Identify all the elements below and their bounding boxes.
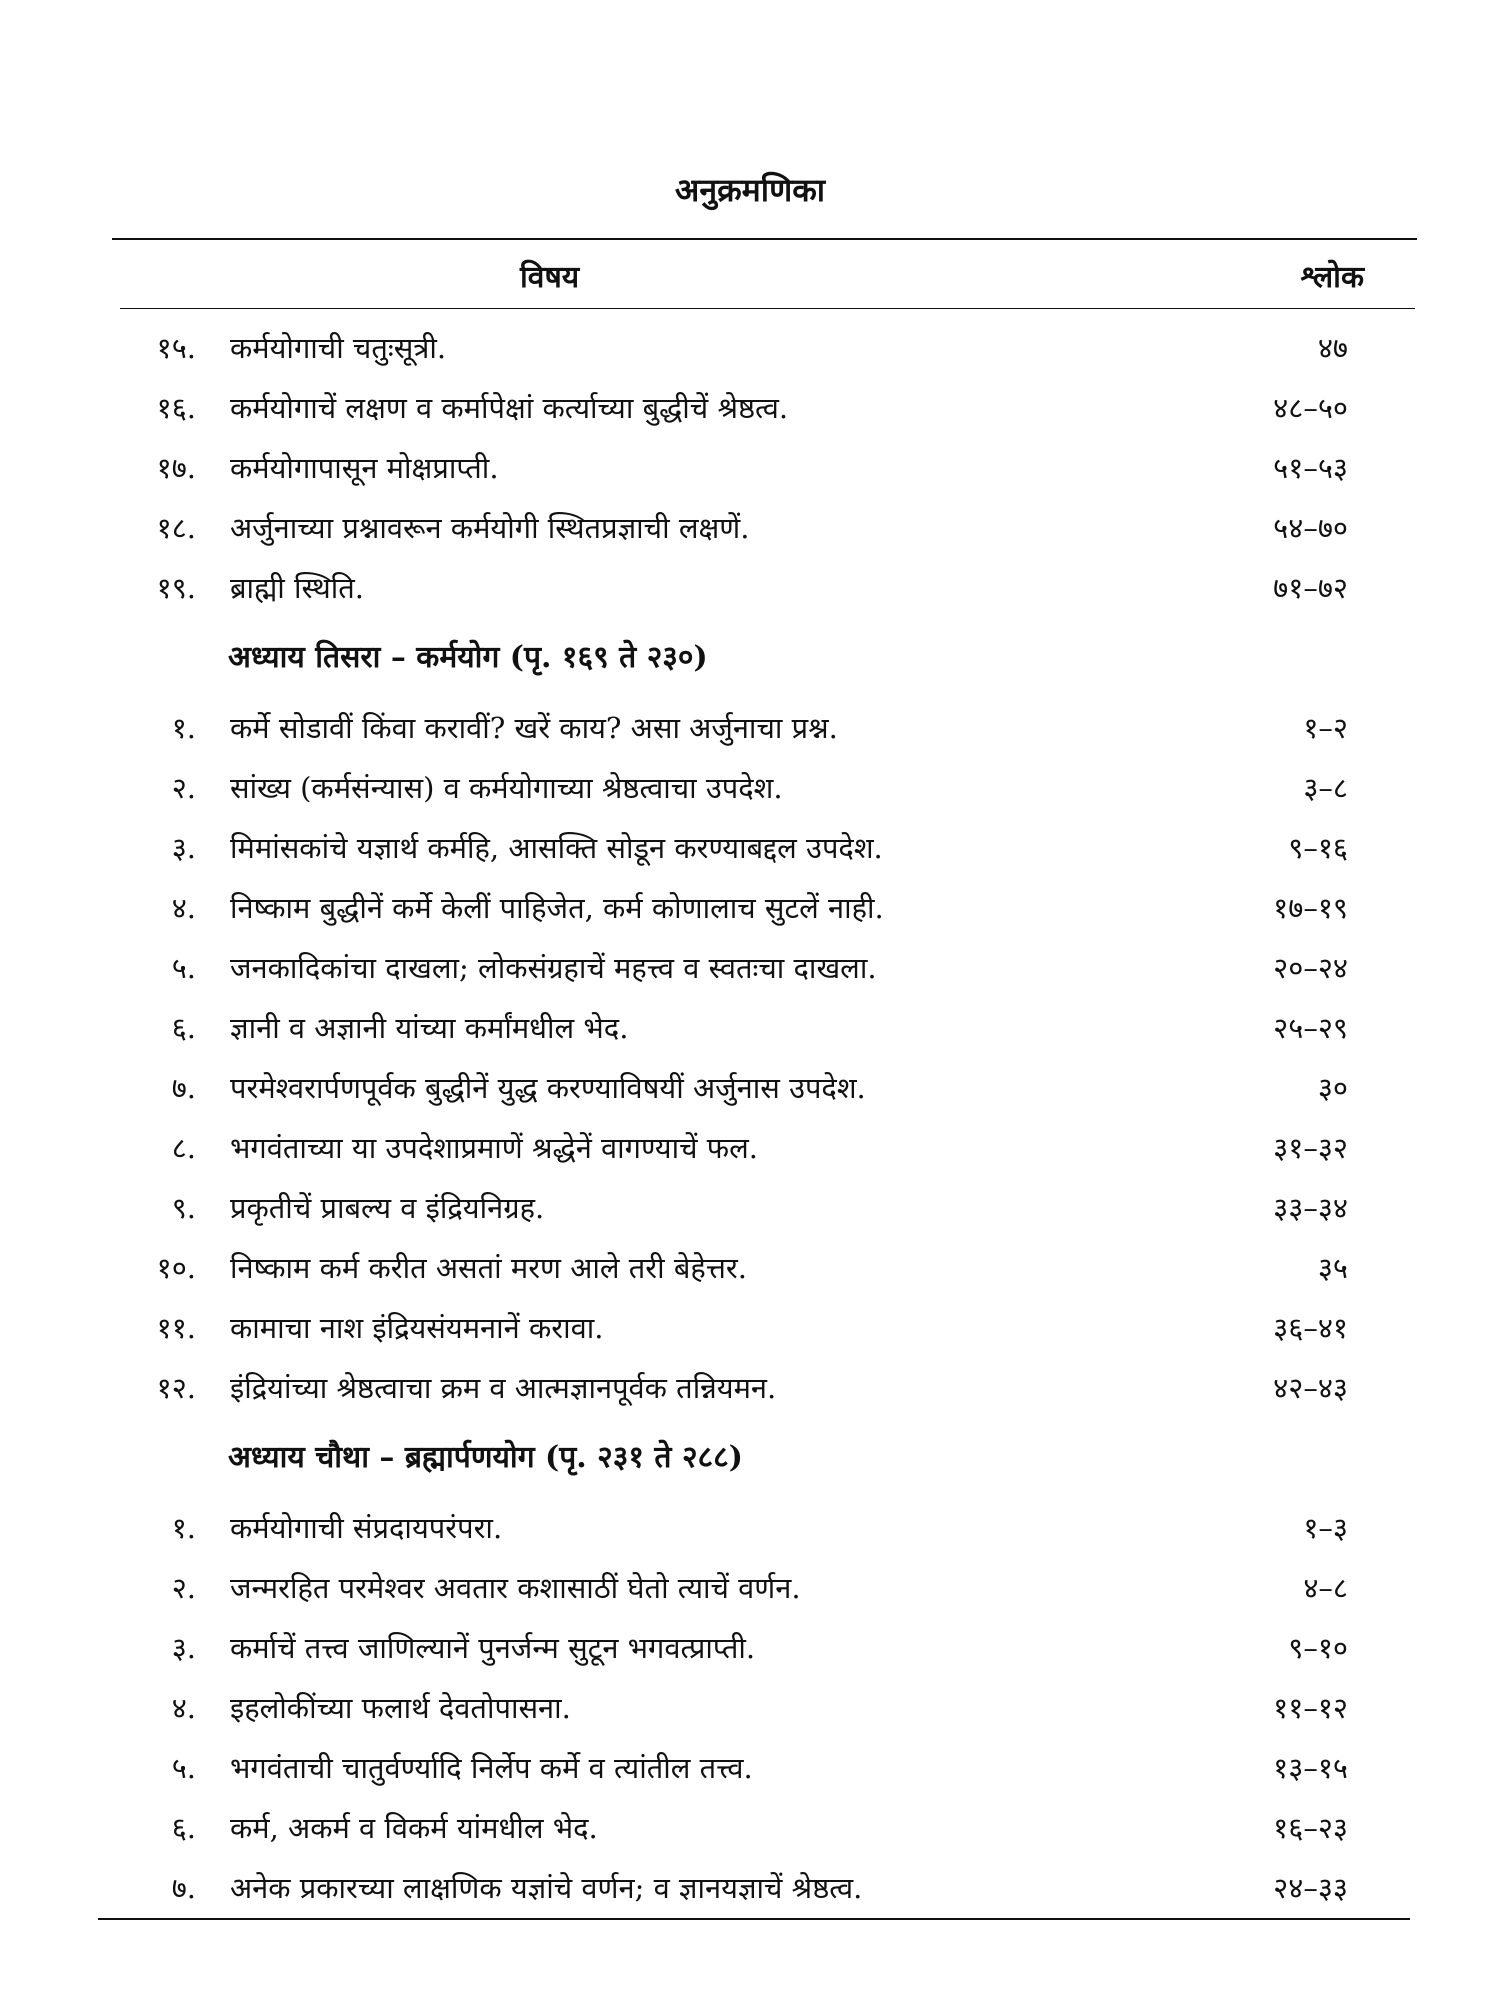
row-subject: मिमांसकांचे यज्ञार्थ कर्महि, आसक्ति सोडून करण्याबद्दल उपदेश. bbox=[230, 831, 883, 865]
row-subject: निष्काम बुद्धीनें कर्मे केलीं पाहिजेत, कर्म कोणालाच सुटलें नाही. bbox=[230, 891, 884, 925]
row-shloka: २५–२९ bbox=[1273, 1011, 1348, 1045]
row-number: ४. bbox=[171, 1691, 196, 1725]
row-subject: जनकादिकांचा दाखला; लोकसंग्रहाचें महत्त्व व स्वतःचा दाखला. bbox=[230, 951, 877, 985]
row-subject: निष्काम कर्म करीत असतां मरण आले तरी बेहेत्तर. bbox=[230, 1251, 747, 1285]
subject-column-header: विषय bbox=[520, 260, 580, 295]
row-shloka: १७–१९ bbox=[1273, 891, 1348, 925]
row-shloka: ७१–७२ bbox=[1273, 571, 1348, 605]
row-shloka: ३३–३४ bbox=[1273, 1191, 1348, 1225]
row-number: ७. bbox=[171, 1071, 196, 1105]
index-row bbox=[0, 1618, 1500, 1678]
row-shloka: ३५ bbox=[1317, 1251, 1348, 1285]
row-number: ६. bbox=[171, 1811, 196, 1845]
top-rule bbox=[112, 238, 1417, 240]
row-subject: प्रकृतीचें प्राबल्य व इंद्रियनिग्रह. bbox=[230, 1191, 545, 1225]
row-number: ८. bbox=[171, 1131, 196, 1165]
row-number: ७. bbox=[171, 1871, 196, 1905]
index-row bbox=[0, 1238, 1500, 1298]
row-number: ३. bbox=[171, 831, 196, 865]
chapter-heading: अध्याय तिसरा – कर्मयोग (पृ. १६९ ते २३०) bbox=[228, 640, 708, 675]
index-row bbox=[0, 1858, 1500, 1918]
index-row bbox=[0, 698, 1500, 758]
row-shloka: १६–२३ bbox=[1273, 1811, 1348, 1845]
index-table bbox=[0, 318, 1500, 1918]
row-number: १२. bbox=[156, 1371, 196, 1405]
row-shloka: ९–१० bbox=[1288, 1631, 1348, 1665]
row-number: ३. bbox=[171, 1631, 196, 1665]
index-row bbox=[0, 1558, 1500, 1618]
row-subject: ब्राह्मी स्थिति. bbox=[230, 571, 365, 605]
row-subject: ज्ञानी व अज्ञानी यांच्या कर्मांमधील भेद. bbox=[230, 1011, 629, 1045]
row-shloka: ३१–३२ bbox=[1273, 1131, 1348, 1165]
index-row bbox=[0, 1118, 1500, 1178]
row-shloka: ४२–४३ bbox=[1273, 1371, 1348, 1405]
index-row bbox=[0, 558, 1500, 618]
index-row bbox=[0, 438, 1500, 498]
row-number: १. bbox=[171, 711, 196, 745]
row-subject: कर्माचें तत्त्व जाणिल्यानें पुनर्जन्म सुटून भगवत्प्राप्ती. bbox=[230, 1631, 756, 1665]
index-row bbox=[0, 818, 1500, 878]
row-number: १०. bbox=[156, 1251, 196, 1285]
index-row bbox=[0, 1058, 1500, 1118]
row-shloka: ३० bbox=[1317, 1071, 1348, 1105]
row-shloka: ४८–५० bbox=[1273, 391, 1348, 425]
index-row bbox=[0, 1738, 1500, 1798]
row-number: ४. bbox=[171, 891, 196, 925]
row-shloka: ४–८ bbox=[1303, 1571, 1348, 1605]
row-subject: जन्मरहित परमेश्वर अवतार कशासाठीं घेतो त्याचें वर्णन. bbox=[230, 1571, 801, 1605]
row-number: २. bbox=[171, 1571, 196, 1605]
row-subject: कर्मयोगाचें लक्षण व कर्मापेक्षां कर्त्याच्या बुद्धीचें श्रेष्ठत्व. bbox=[230, 391, 789, 425]
index-row bbox=[0, 878, 1500, 938]
index-row bbox=[0, 1178, 1500, 1238]
index-row bbox=[0, 318, 1500, 378]
index-row bbox=[0, 938, 1500, 998]
row-shloka: १–२ bbox=[1303, 711, 1348, 745]
index-row bbox=[0, 378, 1500, 438]
page-title: अनुक्रमणिका bbox=[674, 171, 826, 209]
shloka-column-header: श्लोक bbox=[1300, 260, 1364, 295]
row-subject: इंद्रियांच्या श्रेष्ठत्वाचा क्रम व आत्मज्ञानपूर्वक तन्नियमन. bbox=[230, 1371, 777, 1405]
row-subject: कर्मयोगापासून मोक्षप्राप्ती. bbox=[230, 451, 499, 485]
row-shloka: ५४–७० bbox=[1273, 511, 1348, 545]
index-row bbox=[0, 498, 1500, 558]
row-shloka: ९–१६ bbox=[1288, 831, 1348, 865]
index-row bbox=[0, 1298, 1500, 1358]
row-number: ५. bbox=[171, 1751, 196, 1785]
row-shloka: २४–३३ bbox=[1273, 1871, 1348, 1905]
row-number: ६. bbox=[171, 1011, 196, 1045]
row-subject: भगवंताच्या या उपदेशाप्रमाणें श्रद्धेनें वागण्याचें फल. bbox=[230, 1131, 758, 1165]
row-subject: कर्मयोगाची संप्रदायपरंपरा. bbox=[230, 1511, 503, 1545]
row-shloka: ११–१२ bbox=[1273, 1691, 1348, 1725]
row-subject: कर्म, अकर्म व विकर्म यांमधील भेद. bbox=[230, 1811, 598, 1845]
row-subject: भगवंताची चातुर्वर्ण्यादि निर्लेप कर्मे व त्यांतील तत्त्व. bbox=[230, 1751, 753, 1785]
row-shloka: ३६–४१ bbox=[1273, 1311, 1348, 1345]
index-row bbox=[0, 1678, 1500, 1738]
row-number: ९. bbox=[171, 1191, 196, 1225]
row-number: २. bbox=[171, 771, 196, 805]
row-shloka: १३–१५ bbox=[1273, 1751, 1348, 1785]
chapter-heading: अध्याय चौथा – ब्रह्मार्पणयोग (पृ. २३१ ते २८८) bbox=[228, 1440, 743, 1475]
row-shloka: ५१–५३ bbox=[1273, 451, 1348, 485]
row-number: १७. bbox=[156, 451, 196, 485]
row-subject: अर्जुनाच्या प्रश्नावरून कर्मयोगी स्थितप्रज्ञाची लक्षणें. bbox=[230, 511, 750, 545]
row-shloka: १–३ bbox=[1303, 1511, 1348, 1545]
row-number: १. bbox=[171, 1511, 196, 1545]
row-subject: कर्मयोगाची चतुःसूत्री. bbox=[230, 331, 447, 365]
row-number: ५. bbox=[171, 951, 196, 985]
index-row bbox=[0, 1798, 1500, 1858]
index-row bbox=[0, 1498, 1500, 1558]
bottom-rule bbox=[98, 1918, 1410, 1920]
row-shloka: २०–२४ bbox=[1273, 951, 1348, 985]
row-number: १६. bbox=[156, 391, 196, 425]
row-subject: अनेक प्रकारच्या लाक्षणिक यज्ञांचे वर्णन; व ज्ञानयज्ञाचें श्रेष्ठत्व. bbox=[230, 1871, 863, 1905]
row-subject: कामाचा नाश इंद्रियसंयमनानें करावा. bbox=[230, 1311, 604, 1345]
index-row bbox=[0, 1358, 1500, 1418]
row-subject: सांख्य (कर्मसंन्यास) व कर्मयोगाच्या श्रेष्ठत्वाचा उपदेश. bbox=[230, 771, 783, 805]
row-number: १५. bbox=[156, 331, 196, 365]
index-row bbox=[0, 998, 1500, 1058]
row-subject: इहलोकींच्या फलार्थ देवतोपासना. bbox=[230, 1691, 571, 1725]
row-subject: परमेश्वरार्पणपूर्वक बुद्धीनें युद्ध करण्याविषयीं अर्जुनास उपदेश. bbox=[230, 1071, 866, 1105]
row-number: १८. bbox=[156, 511, 196, 545]
row-subject: कर्मे सोडावीं किंवा करावीं? खरें काय? असा अर्जुनाचा प्रश्न. bbox=[230, 711, 838, 745]
header-rule bbox=[120, 308, 1415, 309]
index-row bbox=[0, 758, 1500, 818]
row-shloka: ४७ bbox=[1317, 331, 1348, 365]
row-number: १९. bbox=[156, 571, 196, 605]
row-number: ११. bbox=[156, 1311, 196, 1345]
row-shloka: ३–८ bbox=[1303, 771, 1348, 805]
